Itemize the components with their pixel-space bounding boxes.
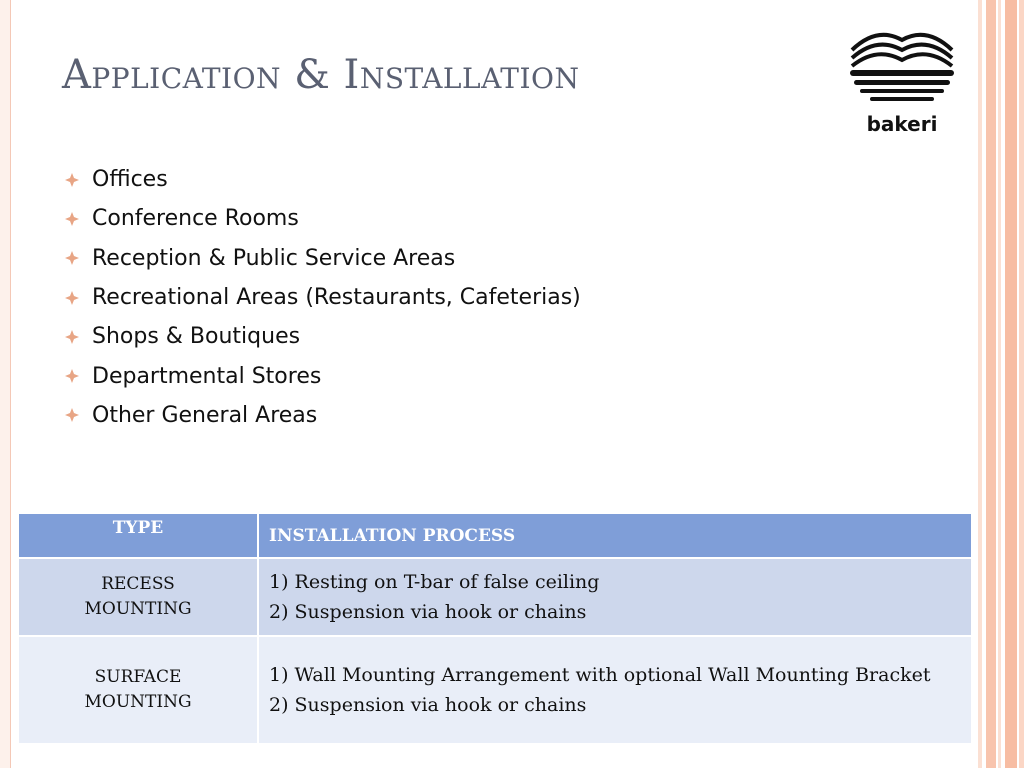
table-row bbox=[18, 636, 972, 744]
header-type: TYPE bbox=[18, 513, 258, 558]
type-cell bbox=[18, 558, 258, 636]
list-item bbox=[62, 356, 581, 395]
list-item-text: Departmental Stores bbox=[92, 363, 322, 389]
list-item bbox=[62, 199, 581, 238]
process-step: 1) Resting on T-bar of false ceiling bbox=[269, 571, 600, 593]
list-item bbox=[62, 396, 581, 435]
diamond-bullet-icon bbox=[62, 327, 82, 347]
list-item-text: Reception & Public Service Areas bbox=[92, 245, 456, 271]
process-step: 2) Suspension via hook or chains bbox=[269, 694, 587, 716]
page-title: Application & Installation bbox=[62, 52, 580, 98]
list-item-text: Shops & Boutiques bbox=[92, 324, 301, 350]
table-row bbox=[18, 558, 972, 636]
process-cell bbox=[258, 636, 972, 744]
type-line: RECESS bbox=[101, 574, 175, 594]
list-item bbox=[62, 239, 581, 278]
logo-text: bakeri bbox=[866, 112, 938, 136]
diamond-bullet-icon bbox=[62, 366, 82, 386]
header-installation-process: INSTALLATION PROCESS bbox=[258, 513, 972, 558]
type-line: SURFACE bbox=[94, 667, 182, 687]
right-border-decoration bbox=[978, 0, 1024, 768]
installation-table bbox=[17, 512, 973, 745]
table-header-row bbox=[18, 513, 972, 558]
process-step: 2) Suspension via hook or chains bbox=[269, 601, 587, 623]
list-item bbox=[62, 160, 581, 199]
diamond-bullet-icon bbox=[62, 209, 82, 229]
diamond-bullet-icon bbox=[62, 170, 82, 190]
left-border-decoration bbox=[0, 0, 11, 768]
type-cell bbox=[18, 636, 258, 744]
list-item bbox=[62, 278, 581, 317]
type-line: MOUNTING bbox=[84, 599, 192, 619]
logo-graphic bbox=[842, 20, 962, 112]
list-item bbox=[62, 317, 581, 356]
diamond-bullet-icon bbox=[62, 288, 82, 308]
application-list bbox=[62, 160, 581, 435]
process-step: 1) Wall Mounting Arrangement with optional Wall Mounting Bracket bbox=[269, 664, 931, 686]
type-line: MOUNTING bbox=[84, 692, 192, 712]
diamond-bullet-icon bbox=[62, 405, 82, 425]
bakeri-logo-icon bbox=[842, 20, 962, 138]
list-item-text: Conference Rooms bbox=[92, 206, 299, 232]
diamond-bullet-icon bbox=[62, 248, 82, 268]
process-cell bbox=[258, 558, 972, 636]
list-item-text: Recreational Areas (Restaurants, Cafeterias) bbox=[92, 285, 581, 311]
list-item-text: Other General Areas bbox=[92, 402, 318, 428]
list-item-text: Offices bbox=[92, 167, 168, 193]
